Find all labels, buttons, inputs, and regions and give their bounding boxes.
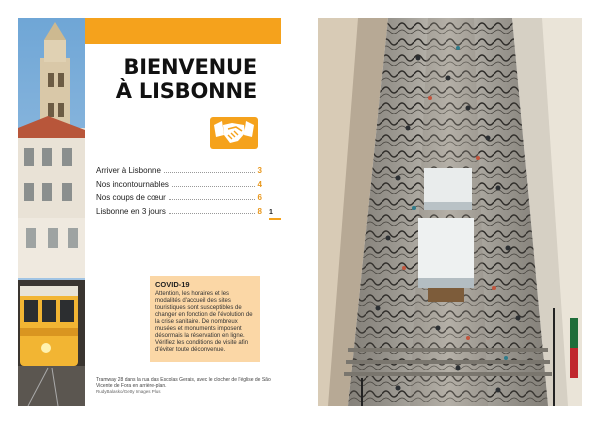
page-title xyxy=(95,55,257,103)
section-marker-number: 1 xyxy=(269,209,273,216)
toc-leader-dots xyxy=(164,172,255,173)
table-of-contents xyxy=(96,164,262,218)
toc-item-page: 3 xyxy=(257,166,262,175)
photo-caption-text: Tramway 28 dans la rua das Escolas Gerais, avec le clocher de l'église de São Vicente de Fora en arrière-plan. xyxy=(96,377,271,389)
toc-item-label: Arriver à Lisbonne xyxy=(96,166,161,175)
toc-item-page: 6 xyxy=(257,193,262,202)
toc-item-label: Nos incontournables xyxy=(96,179,169,189)
toc-item[interactable] xyxy=(96,205,262,218)
handshake-icon xyxy=(210,113,258,153)
toc-item-label: Nos coups de cœur xyxy=(96,193,166,202)
photo-credit: RudyBalasko/Getty Images Plus xyxy=(96,389,161,394)
title-line-2: À LISBONNE xyxy=(115,79,257,103)
toc-item[interactable] xyxy=(96,178,262,191)
photo-caption xyxy=(96,377,276,395)
toc-leader-dots xyxy=(169,199,255,200)
toc-leader-dots xyxy=(172,186,255,187)
street-photo xyxy=(318,18,582,406)
section-marker-line xyxy=(269,218,281,220)
right-page xyxy=(300,0,600,424)
covid-notice xyxy=(150,276,260,362)
toc-item[interactable] xyxy=(96,191,262,204)
tram-photo xyxy=(18,18,85,406)
section-marker xyxy=(269,208,281,222)
toc-item-label: Lisbonne en 3 jours xyxy=(96,206,166,216)
toc-item-page: 4 xyxy=(257,179,262,189)
toc-item[interactable] xyxy=(96,164,262,177)
toc-item-page: 8 xyxy=(257,206,262,216)
covid-notice-title: COVID-19 xyxy=(155,280,190,289)
covid-notice-text: Attention, les horaires et les modalités d'accueil des sites touristiques sont susceptibles de changer en fonction de l'évolution de la crise sanitaire. De nombreux musées et monuments imposent désormais la réservation en ligne. Vérifiez les conditions de visite afin d'éviter toute déconvenue. xyxy=(155,291,253,353)
toc-leader-dots xyxy=(169,213,255,214)
title-line-1: BIENVENUE xyxy=(123,55,257,79)
header-accent-bar xyxy=(85,18,281,44)
